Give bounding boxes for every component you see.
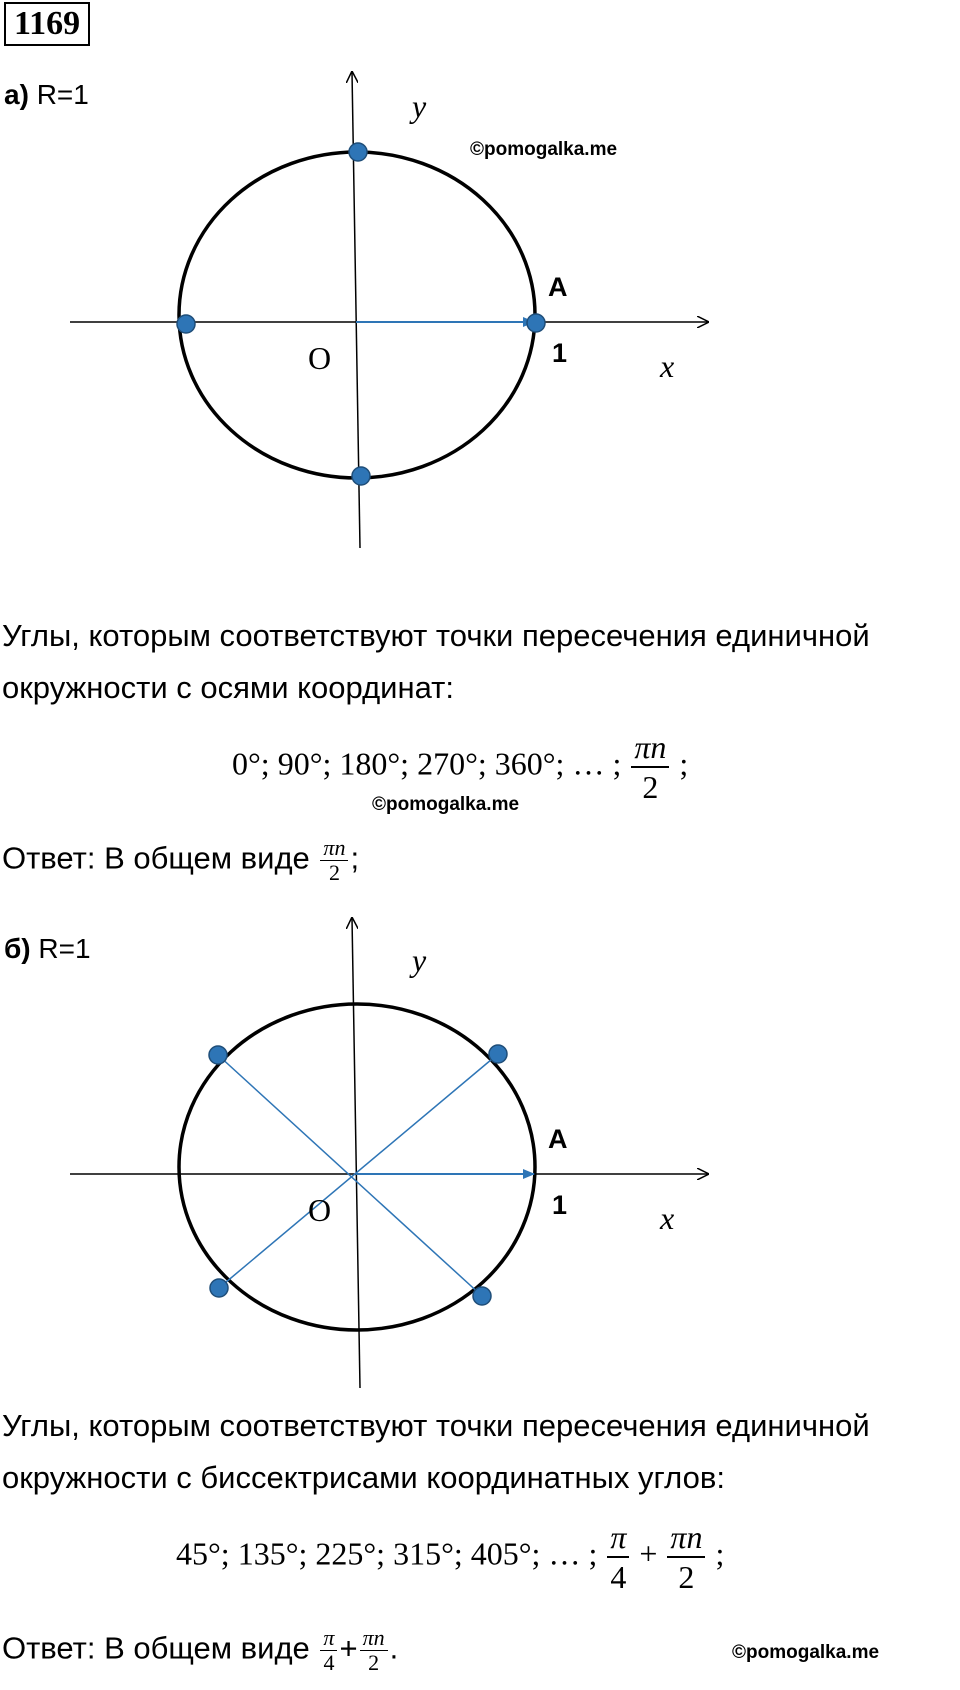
formula-fraction	[607, 1518, 629, 1596]
part-b-answer	[2, 1626, 398, 1675]
x-axis-label: x	[660, 1200, 675, 1236]
formula-tail: ;	[679, 745, 689, 782]
y-axis-label: y	[412, 942, 427, 978]
answer-denominator: 4	[323, 1650, 335, 1675]
formula-denominator: 4	[610, 1559, 627, 1595]
answer-prefix: Ответ: В общем виде	[2, 840, 310, 876]
formula-fraction	[667, 1518, 705, 1596]
formula-fraction	[631, 728, 669, 806]
answer-fraction	[320, 836, 348, 885]
answer-fraction	[320, 1626, 337, 1675]
unit-label: 1	[552, 1190, 568, 1220]
part-b-intro-line2: окружности с биссектрисами координатных углов:	[2, 1460, 725, 1495]
part-a-answer	[2, 836, 359, 885]
part-b-label: б)	[4, 933, 31, 964]
part-a-intro-line1: Углы, которым соответствуют точки пересечения единичной	[2, 618, 870, 653]
origin-label: O	[308, 1192, 332, 1228]
formula-numerator: π	[607, 1518, 629, 1558]
part-b-formula	[176, 1518, 724, 1596]
point-top-right	[489, 1045, 507, 1063]
bisector-line	[219, 1054, 498, 1288]
answer-tail: .	[389, 1630, 399, 1666]
watermark: ©pomogalka.me	[372, 794, 520, 815]
part-a-label: а)	[4, 79, 29, 110]
point-bottom-left	[210, 1279, 228, 1297]
formula-plus: +	[639, 1535, 658, 1572]
answer-numerator: πn	[360, 1626, 388, 1651]
formula-angles: 45°; 135°; 225°; 315°; 405°; … ;	[176, 1535, 598, 1572]
origin-label: O	[308, 340, 332, 376]
answer-fraction	[360, 1626, 388, 1675]
point-top	[349, 143, 367, 161]
answer-prefix: Ответ: В общем виде	[2, 1630, 310, 1666]
point-bottom	[352, 467, 370, 485]
formula-numerator: πn	[631, 728, 669, 768]
watermark: ©pomogalka.me	[732, 1642, 880, 1663]
point-left	[177, 315, 195, 333]
part-b-intro	[2, 1400, 958, 1504]
unit-label: 1	[552, 338, 568, 368]
point-a-label: A	[548, 1124, 568, 1154]
part-a-radius: R=1	[36, 79, 89, 110]
answer-tail: ;	[350, 840, 360, 876]
part-b-radius: R=1	[38, 933, 91, 964]
y-axis-label: y	[412, 88, 427, 124]
point-top-left	[209, 1046, 227, 1064]
diagram-b	[0, 910, 960, 1390]
unit-circle	[179, 1004, 535, 1330]
formula-denominator: 2	[678, 1559, 695, 1595]
watermark: ©pomogalka.me	[470, 139, 618, 160]
point-bottom-right	[473, 1287, 491, 1305]
answer-denominator: 2	[328, 860, 340, 885]
part-a-intro	[2, 610, 958, 714]
formula-numerator: πn	[667, 1518, 705, 1558]
formula-denominator: 2	[642, 769, 659, 805]
y-axis	[352, 918, 360, 1388]
answer-denominator: 2	[368, 1650, 380, 1675]
problem-number: 1169	[4, 2, 90, 46]
unit-circle	[179, 152, 535, 478]
point-right	[527, 314, 545, 332]
answer-numerator: π	[320, 1626, 337, 1651]
formula-angles: 0°; 90°; 180°; 270°; 360°; … ;	[232, 745, 622, 782]
point-a-label: A	[548, 272, 568, 302]
part-b-intro-line1: Углы, которым соответствуют точки пересечения единичной	[2, 1408, 870, 1443]
diagram-a	[0, 0, 960, 560]
answer-numerator: πn	[320, 836, 348, 861]
bisector-line	[218, 1055, 482, 1296]
x-axis-label: x	[660, 348, 675, 384]
answer-plus: +	[339, 1630, 358, 1666]
part-a-intro-line2: окружности с осями координат:	[2, 670, 454, 705]
formula-tail: ;	[715, 1535, 725, 1572]
